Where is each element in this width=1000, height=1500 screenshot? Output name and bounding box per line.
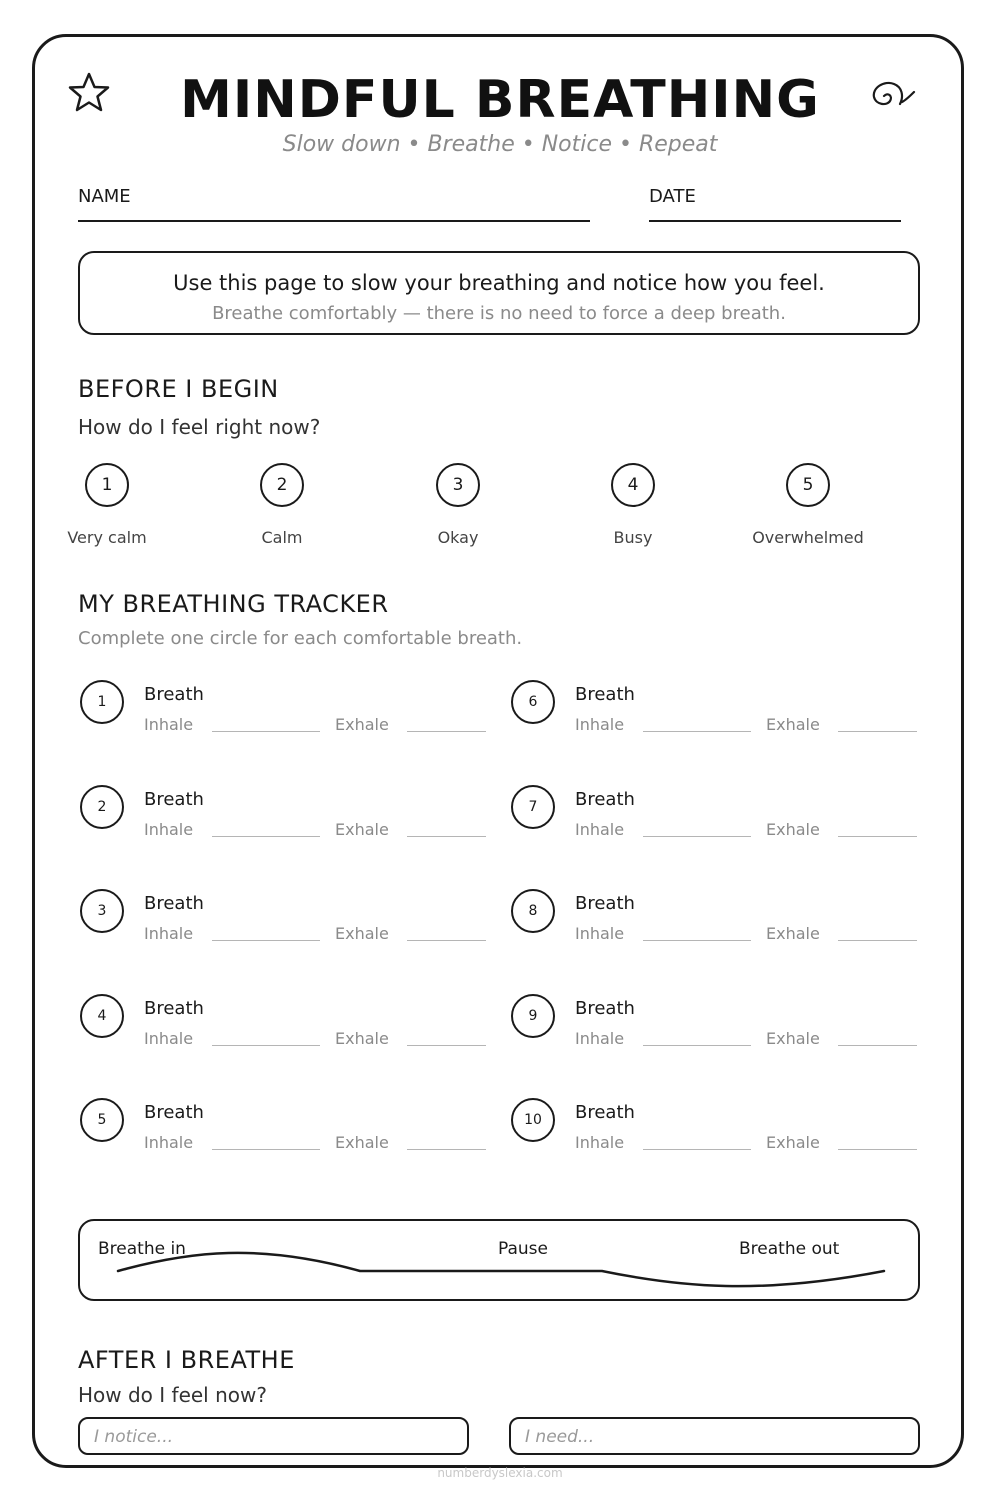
exhale-field[interactable] xyxy=(407,731,486,732)
after-question: How do I feel now? xyxy=(78,1383,267,1407)
breathe-out-label: Breathe out xyxy=(739,1239,840,1259)
breath-title: Breath xyxy=(144,789,204,810)
inhale-label: Inhale xyxy=(575,715,625,734)
inhale-label: Inhale xyxy=(144,715,194,734)
feeling-label-4: Busy xyxy=(613,528,653,547)
exhale-label: Exhale xyxy=(335,820,389,839)
name-label: NAME xyxy=(78,186,131,207)
feeling-option-1[interactable]: 1 xyxy=(85,463,129,507)
tracker-heading: MY BREATHING TRACKER xyxy=(78,590,389,618)
page-title: MINDFUL BREATHING xyxy=(180,70,820,130)
exhale-field[interactable] xyxy=(407,1045,486,1046)
date-field[interactable] xyxy=(649,220,901,222)
exhale-label: Exhale xyxy=(335,1133,389,1152)
exhale-field[interactable] xyxy=(407,1149,486,1150)
inhale-label: Inhale xyxy=(144,1133,194,1152)
inhale-label: Inhale xyxy=(575,1133,625,1152)
inhale-field[interactable] xyxy=(212,836,320,837)
exhale-field[interactable] xyxy=(838,731,917,732)
feeling-option-2[interactable]: 2 xyxy=(260,463,304,507)
need-field[interactable]: I need... xyxy=(509,1417,920,1455)
feeling-label-2: Calm xyxy=(261,528,303,547)
exhale-label: Exhale xyxy=(766,1133,820,1152)
exhale-label: Exhale xyxy=(766,924,820,943)
breath-title: Breath xyxy=(144,998,204,1019)
inhale-label: Inhale xyxy=(144,924,194,943)
breath-title: Breath xyxy=(144,893,204,914)
name-field[interactable] xyxy=(78,220,590,222)
exhale-label: Exhale xyxy=(335,1029,389,1048)
feeling-label-5: Overwhelmed xyxy=(752,528,864,547)
before-question: How do I feel right now? xyxy=(78,415,321,439)
inhale-field[interactable] xyxy=(643,836,751,837)
exhale-label: Exhale xyxy=(766,820,820,839)
inhale-label: Inhale xyxy=(575,820,625,839)
breath-circle[interactable]: 7 xyxy=(511,785,555,829)
inhale-label: Inhale xyxy=(144,820,194,839)
exhale-label: Exhale xyxy=(766,715,820,734)
breathe-in-label: Breathe in xyxy=(98,1239,186,1259)
exhale-field[interactable] xyxy=(407,940,486,941)
exhale-field[interactable] xyxy=(838,940,917,941)
breath-circle[interactable]: 4 xyxy=(80,994,124,1038)
feeling-option-3[interactable]: 3 xyxy=(436,463,480,507)
exhale-label: Exhale xyxy=(766,1029,820,1048)
pause-label: Pause xyxy=(498,1239,548,1259)
inhale-field[interactable] xyxy=(212,731,320,732)
before-heading: BEFORE I BEGIN xyxy=(78,375,279,403)
feeling-option-5[interactable]: 5 xyxy=(786,463,830,507)
inhale-field[interactable] xyxy=(212,1045,320,1046)
intro-main-text: Use this page to slow your breathing and notice how you feel. xyxy=(173,271,825,295)
intro-box xyxy=(78,251,920,335)
exhale-field[interactable] xyxy=(838,836,917,837)
inhale-field[interactable] xyxy=(643,1045,751,1046)
breath-title: Breath xyxy=(144,684,204,705)
footer-watermark: numberdyslexia.com xyxy=(437,1466,563,1480)
breath-circle[interactable]: 8 xyxy=(511,889,555,933)
breath-title: Breath xyxy=(575,684,635,705)
breath-title: Breath xyxy=(575,1102,635,1123)
breath-circle[interactable]: 5 xyxy=(80,1098,124,1142)
breath-circle[interactable]: 2 xyxy=(80,785,124,829)
exhale-field[interactable] xyxy=(838,1149,917,1150)
after-heading: AFTER I BREATHE xyxy=(78,1346,295,1374)
breath-title: Breath xyxy=(144,1102,204,1123)
inhale-label: Inhale xyxy=(575,1029,625,1048)
notice-field[interactable]: I notice... xyxy=(78,1417,469,1455)
page-subtitle: Slow down • Breathe • Notice • Repeat xyxy=(282,132,718,157)
intro-sub-text: Breathe comfortably — there is no need to force a deep breath. xyxy=(212,303,786,324)
inhale-label: Inhale xyxy=(575,924,625,943)
feeling-label-1: Very calm xyxy=(67,528,147,547)
breath-circle[interactable]: 1 xyxy=(80,680,124,724)
exhale-field[interactable] xyxy=(407,836,486,837)
breath-circle[interactable]: 9 xyxy=(511,994,555,1038)
exhale-label: Exhale xyxy=(335,924,389,943)
breath-circle[interactable]: 10 xyxy=(511,1098,555,1142)
inhale-field[interactable] xyxy=(212,940,320,941)
breath-wave-line xyxy=(80,1221,918,1299)
breath-title: Breath xyxy=(575,789,635,810)
feeling-label-3: Okay xyxy=(437,528,479,547)
tracker-instruction: Complete one circle for each comfortable breath. xyxy=(78,628,523,649)
inhale-field[interactable] xyxy=(212,1149,320,1150)
inhale-field[interactable] xyxy=(643,731,751,732)
inhale-field[interactable] xyxy=(643,1149,751,1150)
breath-title: Breath xyxy=(575,998,635,1019)
inhale-label: Inhale xyxy=(144,1029,194,1048)
inhale-field[interactable] xyxy=(643,940,751,941)
feeling-option-4[interactable]: 4 xyxy=(611,463,655,507)
exhale-field[interactable] xyxy=(838,1045,917,1046)
breath-circle[interactable]: 3 xyxy=(80,889,124,933)
date-label: DATE xyxy=(649,186,696,207)
swirl-icon xyxy=(862,74,918,120)
breath-title: Breath xyxy=(575,893,635,914)
breath-circle[interactable]: 6 xyxy=(511,680,555,724)
exhale-label: Exhale xyxy=(335,715,389,734)
